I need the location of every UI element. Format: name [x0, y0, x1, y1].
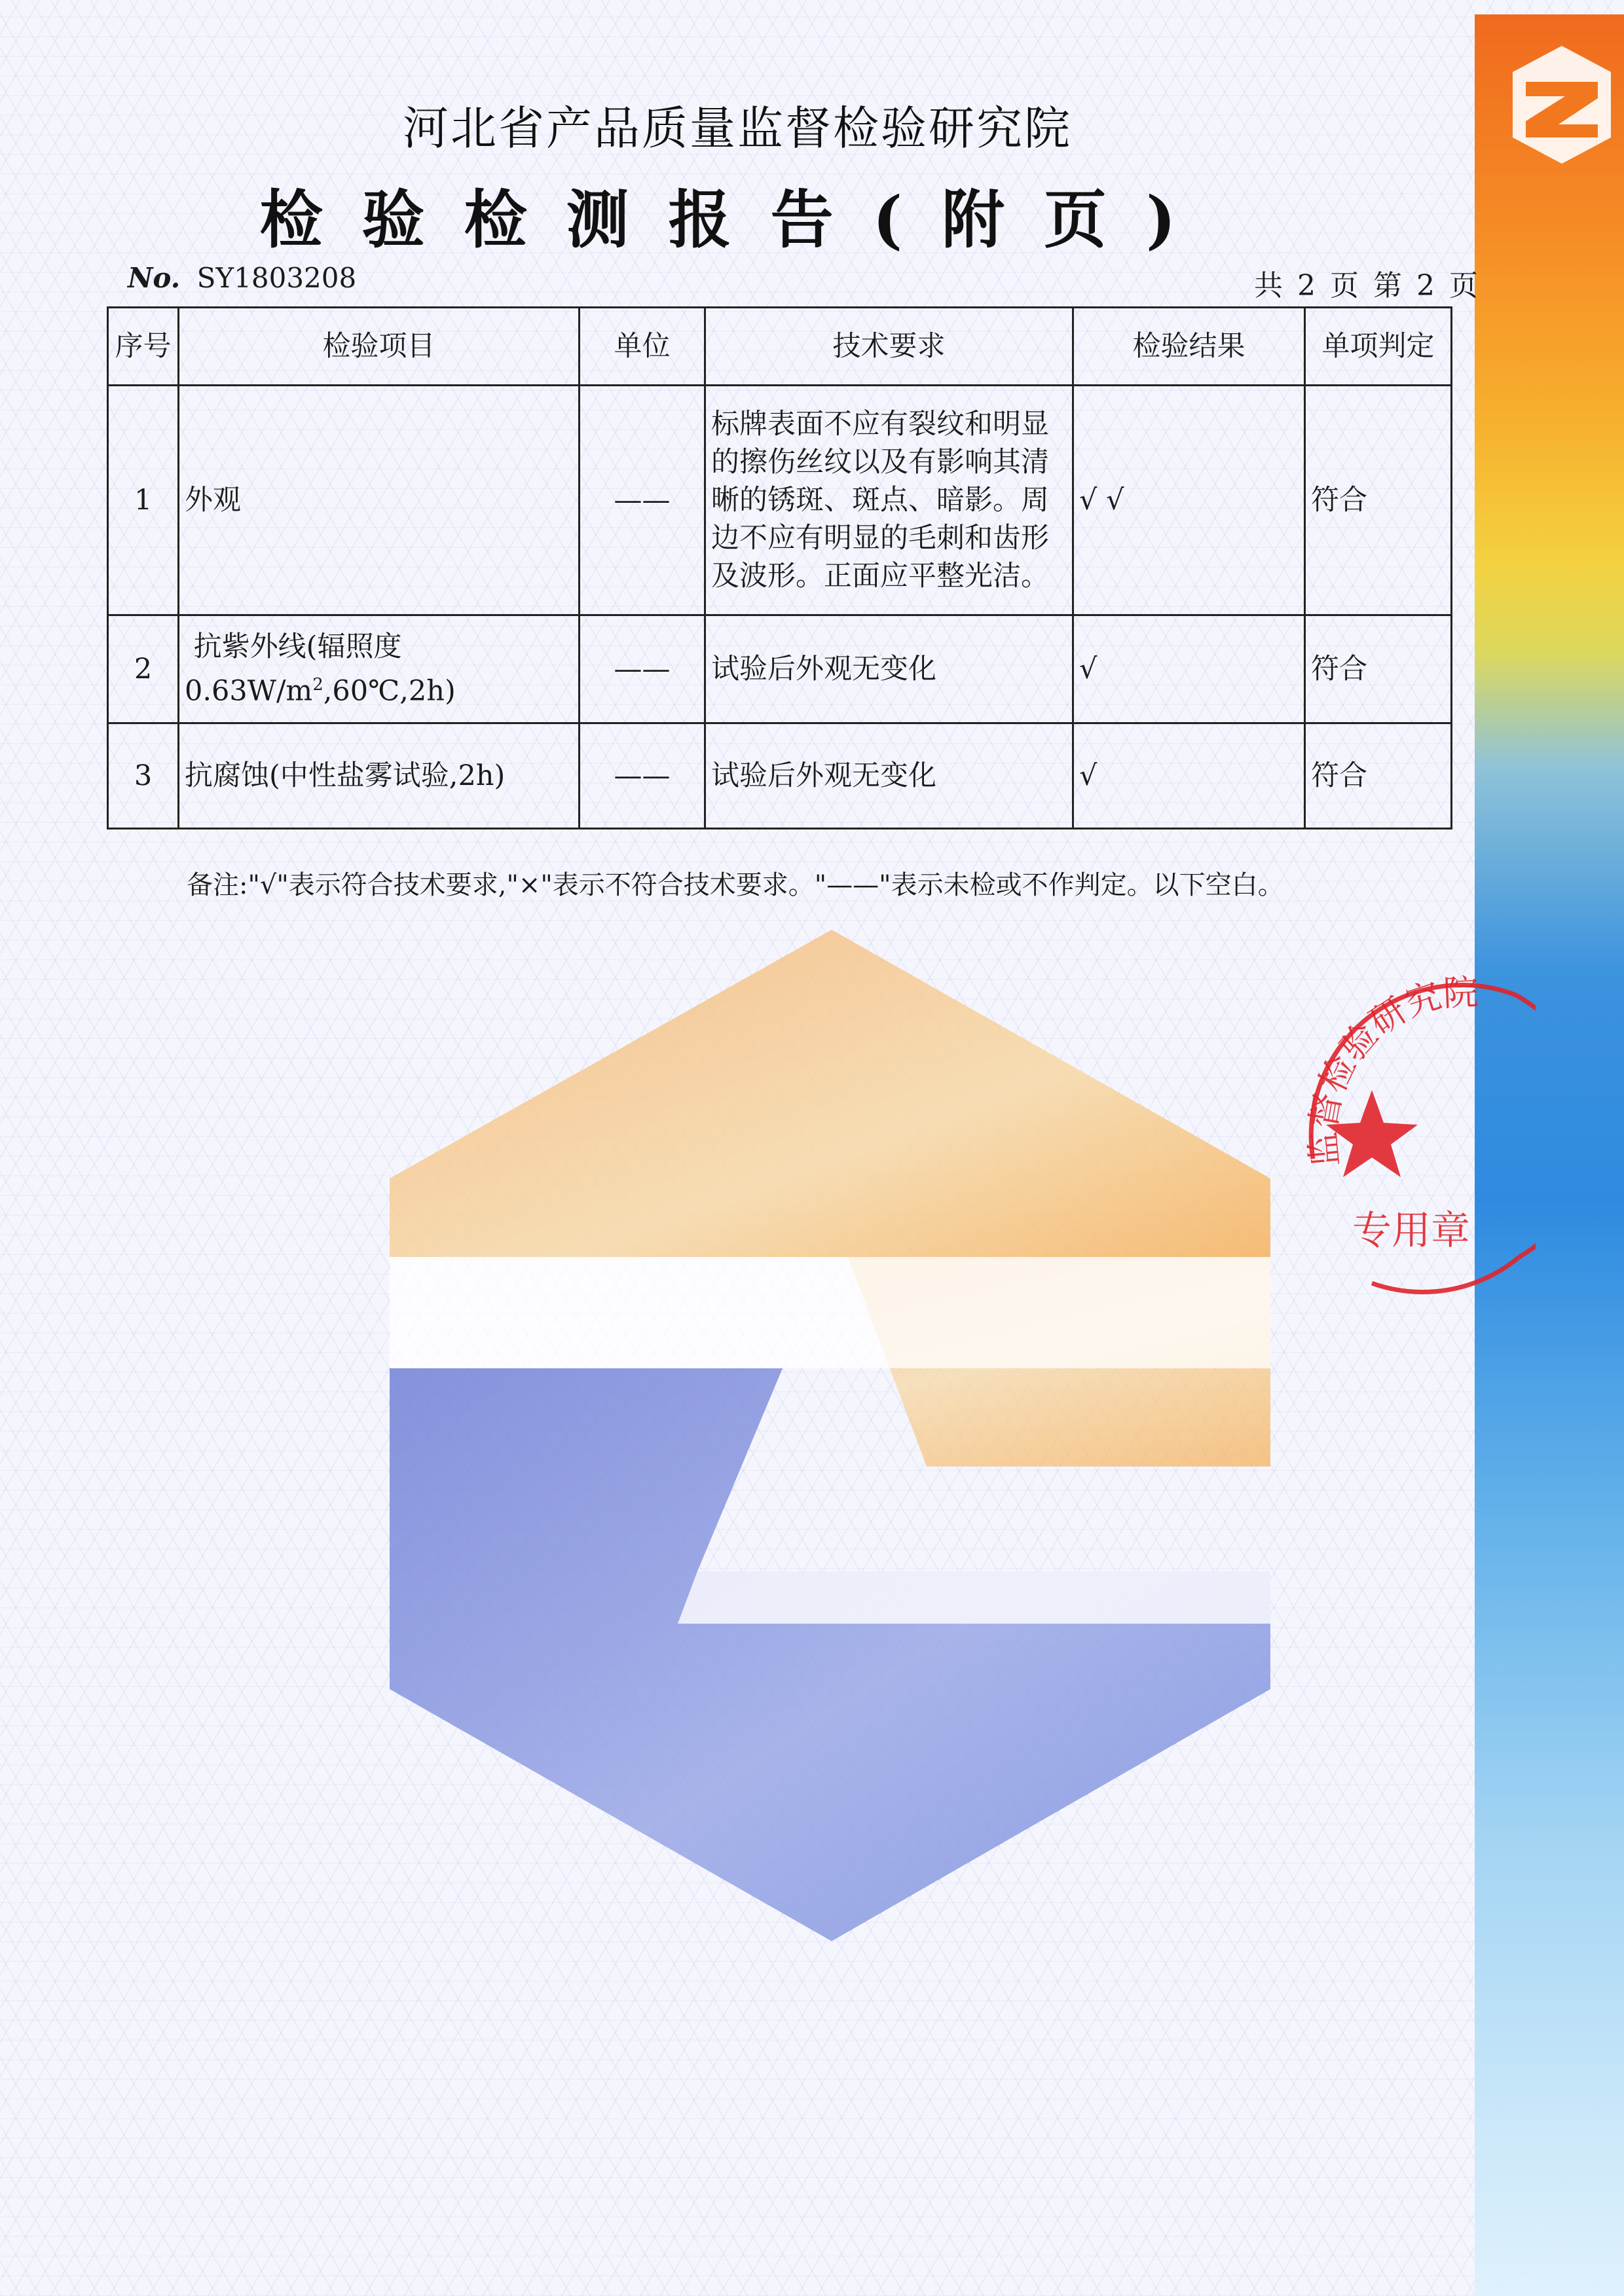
col-header-seq: 序号 — [108, 308, 179, 386]
institute-name: 河北省产品质量监督检验研究院 — [403, 101, 1072, 155]
cell-judgement: 符合 — [1305, 723, 1452, 829]
cell-seq: 3 — [108, 723, 179, 829]
seal-bottom-text: 专用章 — [1352, 1208, 1470, 1254]
cell-unit: —— — [580, 723, 705, 829]
cell-requirement: 试验后外观无变化 — [705, 723, 1073, 829]
cell-requirement: 标牌表面不应有裂纹和明显的擦伤丝纹以及有影响其清晰的锈斑、斑点、暗影。周边不应有明显的毛刺和齿形及波形。正面应平整光洁。 — [705, 386, 1073, 615]
cell-item-line1: 抗紫外线(辐照度 — [185, 630, 402, 664]
table-header-row — [108, 308, 1452, 386]
col-header-result: 检验结果 — [1073, 308, 1305, 386]
table-row — [108, 723, 1452, 829]
cell-item — [179, 615, 580, 723]
cell-result: √ — [1073, 615, 1305, 723]
cell-item: 外观 — [179, 386, 580, 615]
official-seal — [1300, 956, 1536, 1296]
report-number-value: SY1803208 — [196, 262, 357, 294]
seal-text: 监督检验研究院 — [1302, 971, 1480, 1169]
report-number — [128, 262, 356, 294]
cell-seq: 2 — [108, 615, 179, 723]
report-title: 检验检测报告(附页) — [259, 183, 1215, 257]
cell-unit: —— — [580, 615, 705, 723]
col-header-item: 检验项目 — [179, 308, 580, 386]
cell-seq: 1 — [108, 386, 179, 615]
col-header-requirement: 技术要求 — [705, 308, 1073, 386]
col-header-judgement: 单项判定 — [1305, 308, 1452, 386]
cell-judgement: 符合 — [1305, 615, 1452, 723]
cell-unit: —— — [580, 386, 705, 615]
cell-result: √ — [1073, 723, 1305, 829]
remark-note: 备注:"√"表示符合技术要求,"×"表示不符合技术要求。"——"表示未检或不作判定。以下空白。 — [187, 870, 1284, 900]
cell-item-line2: $0.63W/m^2,60℃,2h$) — [185, 674, 456, 708]
table-row — [108, 386, 1452, 615]
cell-item: 抗腐蚀(中性盐雾试验,2h) — [179, 723, 580, 829]
results-table — [107, 306, 1452, 829]
cell-result: √ √ — [1073, 386, 1305, 615]
side-logo-icon — [1509, 43, 1614, 167]
watermark-logo-icon — [390, 930, 1274, 1941]
table-row — [108, 615, 1452, 723]
cell-judgement: 符合 — [1305, 386, 1452, 615]
report-number-label: No. — [128, 262, 181, 294]
page-count: 共 2 页 第 2 页 — [1254, 269, 1481, 302]
col-header-unit: 单位 — [580, 308, 705, 386]
cell-requirement: 试验后外观无变化 — [705, 615, 1073, 723]
